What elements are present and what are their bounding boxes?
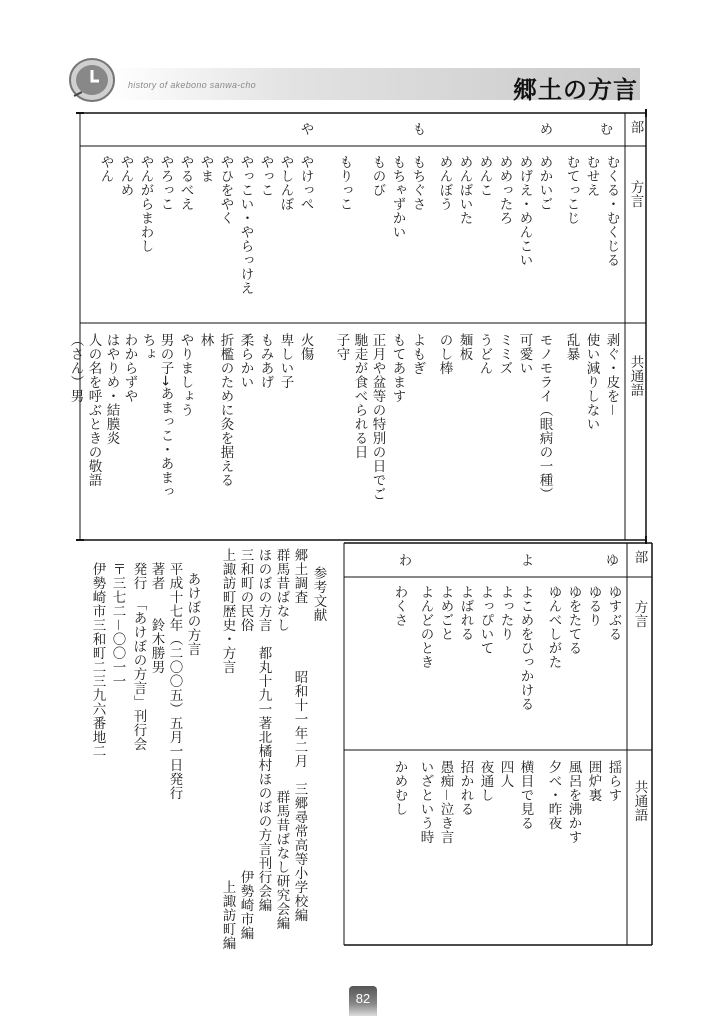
dialect-cell: もりっこ [336,155,353,211]
common-cell: わからずや [121,333,138,403]
part-yo: よ [517,553,534,567]
dialect-cell: よめごと [437,585,454,641]
common-cell: 人の名を呼ぶときの敬語 [85,333,102,487]
dialect-cell: やるべえ [177,155,194,211]
common-cell: 招かれる [457,760,474,816]
dialect-cell: よんどのとき [417,585,434,669]
common-cell: ミミズ [496,333,513,375]
dialect-cell: めんぼう [436,155,453,211]
head-dialect: 方言 [631,600,648,628]
common-cell: いざという時 [417,760,434,844]
common-cell: 揺らす [605,760,622,802]
common-cell: のし棒 [436,333,453,375]
dialect-cell: ゆるり [585,585,602,627]
reference-line: 昭和十一年二月 三郷尋常高等小学校編 [291,670,308,922]
colophon-line: 発行 「あけぼの方言」刊行会 [130,562,147,752]
reference-line: 郷土調査 [291,548,308,604]
dialect-cell: やっこい・やらっけえ [237,155,254,295]
reference-line: 群馬昔ばなし研究会編 [273,790,290,930]
common-cell: もみあげ [257,333,274,389]
dialect-cell: やひをやく [217,155,234,225]
head-part: 部 [627,120,644,134]
dialect-cell: ゆをたてる [565,585,582,655]
dialect-cell: やっこ [257,155,274,197]
dialect-cell: もちゃずかい [389,155,406,239]
dialect-cell: めかいご [536,155,553,211]
references-heading: 参考文献 [310,566,327,622]
dialect-cell: やけっぺ [297,155,314,211]
dialect-cell: わくさ [391,585,408,627]
common-cell: 夕べ・昨夜 [545,760,562,830]
common-cell: モノモライ（眼病の一種） [536,333,553,501]
common-cell: 男の子→あまっこ・あまっ [157,333,174,499]
dialect-cell: ものび [369,155,386,197]
colophon-line: 著者 鈴木勝男 [148,562,165,674]
common-cell: 愚痴－泣き言 [437,760,454,844]
dialect-cell: むてっこじ [563,155,580,225]
common-cell: 風呂を沸かす [565,760,582,844]
common-cell: 使い減りしない [583,333,600,431]
reference-line: ほのぼの方言 都丸十九一著北橘村ほのぼの方言刊行会編 [255,548,272,912]
dialect-cell: よばれる [457,585,474,641]
common-cell: ちょ [139,333,156,361]
head-common: 共通語 [631,780,648,822]
colophon-line: 〒三七二－〇〇一一 [109,562,126,688]
common-cell: もてあます [389,333,406,403]
common-cell: 折檻のために灸を据える [217,333,234,487]
dialect-cell: めんこ [476,155,493,197]
common-cell: 乱暴 [563,333,580,361]
common-cell: 正月や盆等の特別の日でご [369,333,386,501]
header-subtitle: history of akebono sanwa-cho [128,80,256,90]
dialect-cell: めげえ・めんこい [516,155,533,267]
common-cell: 剥ぐ・皮を－ [603,333,620,417]
page-number: 82 [355,991,371,1006]
dialect-cell: やろっこ [157,155,174,211]
dialect-cell: めんばいた [456,155,473,225]
part-mo: も [409,122,426,136]
dialect-cell: よっぴいて [477,585,494,655]
common-cell: かめむし [391,760,408,816]
part-yu: ゆ [602,553,619,567]
reference-line: 伊勢崎市編 [237,870,254,940]
page-number-tab [349,986,377,1016]
dialect-cell: もちぐさ [409,155,426,211]
common-cell: 麺板 [456,333,473,361]
common-cell: 卑しい子 [277,333,294,389]
reference-line: 上諏訪町編 [219,880,236,950]
common-cell: よもぎ [409,333,426,375]
common-cell: 囲炉裏 [585,760,602,802]
common-cell: 馳走が食べられる日 [351,333,368,459]
colophon-line: 平成十七年（二〇〇五）五月一日発行 [166,562,183,800]
part-me: め [536,122,553,136]
reference-line: 三和町の民俗 [237,548,254,632]
common-cell: 四人 [497,760,514,788]
common-cell: 柔らかい [237,333,254,389]
part-mu: む [596,122,613,136]
head-part: 部 [631,550,648,564]
common-cell: 夜通し [477,760,494,802]
head-common: 共通語 [627,355,644,397]
common-cell: 林 [197,333,214,347]
common-cell: 子守 [333,333,350,361]
common-cell: はやりめ・結膜炎 [103,333,120,445]
dialect-cell: ゆすぶる [605,585,622,641]
reference-line: 上諏訪町歴史・方言 [219,548,236,674]
dialect-cell: めめったろ [496,155,513,225]
dialect-cell: やんがらまわし [137,155,154,253]
reference-line: 群馬昔ばなし [273,548,290,632]
dialect-cell: よこめをひっかける [517,585,534,711]
head-dialect: 方言 [627,180,644,208]
dialect-cell: むせえ [583,155,600,197]
colophon-line: 伊勢崎市三和町二三九六番地二 [89,562,106,758]
common-cell: 横目で見る [517,760,534,830]
part-wa: わ [395,553,412,567]
common-cell: やりましょう [177,333,194,417]
dialect-cell: むくる・むくじる [603,155,620,267]
common-cell: うどん [476,333,493,375]
dialect-cell: やしんぼ [277,155,294,211]
dialect-cell: ゆんべしがた [545,585,562,669]
common-cell: 火傷 [297,333,314,361]
dialect-cell: やんめ [117,155,134,197]
common-cell: 可愛い [516,333,533,375]
part-ya: や [297,122,314,136]
page-title: 郷土の方言 [513,76,638,104]
dialect-cell: よったり [497,585,514,641]
dialect-cell: やま [197,155,214,183]
colophon-line: あけぼの方言 [184,572,201,656]
common-cell: （さん）男 [67,333,84,403]
dialect-cell: やん [97,155,114,183]
